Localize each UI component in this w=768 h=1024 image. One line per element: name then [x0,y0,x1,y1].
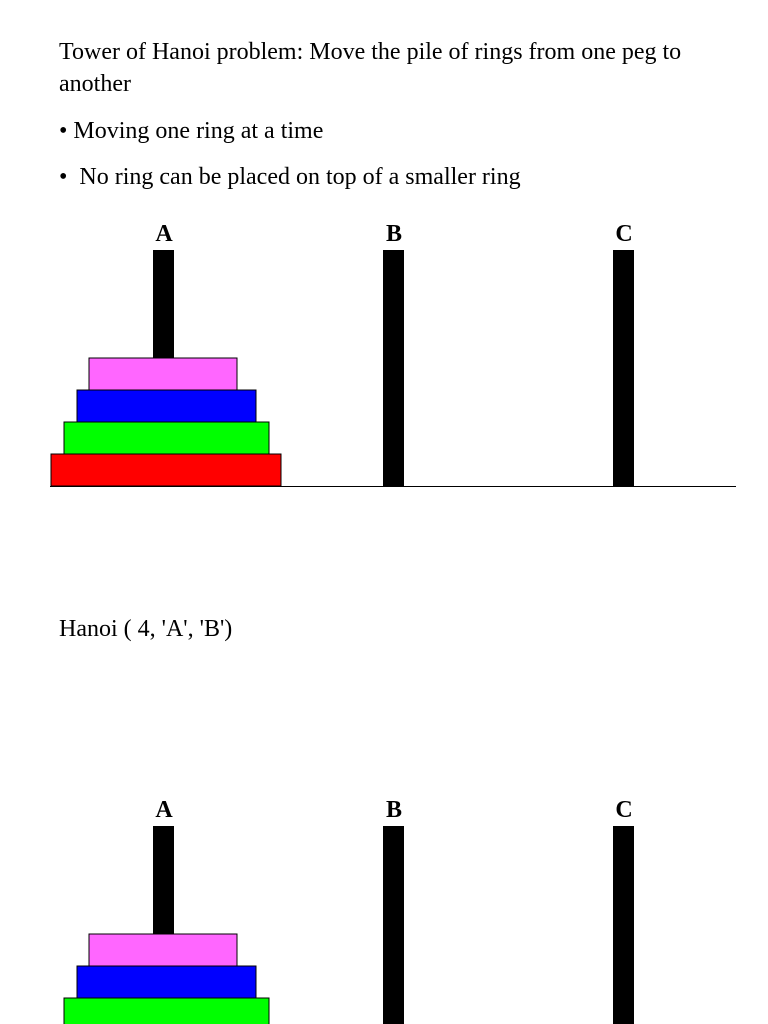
hanoi-diagram-1 [50,221,736,487]
peg-c [613,826,634,1024]
peg-label-c: C [615,797,633,823]
ring-3 [64,998,269,1024]
ring-2 [77,390,256,422]
bullet-text: Moving one ring at a time [73,118,324,144]
ring-4 [51,454,281,486]
peg-label-b: B [385,221,403,247]
peg-b [383,826,404,1024]
ring-1 [89,358,237,390]
bullet-text: No ring can be placed on top of a smaller ring [79,164,521,190]
bullet-icon: • [59,164,68,190]
ring-2 [77,966,256,998]
intro-text: Tower of Hanoi problem: Move the pile of rings from one peg to another [59,39,682,97]
peg-label-a: A [155,797,173,823]
ring-3 [64,422,269,454]
peg-b [383,250,404,486]
bullet-icon: • [59,118,68,144]
peg-c [613,250,634,486]
ring-1 [89,934,237,966]
peg-label-b: B [385,797,403,823]
peg-label-c: C [615,221,633,247]
hanoi-diagram-2 [64,797,634,1024]
function-call-text: Hanoi ( 4, 'A', 'B') [59,616,233,642]
peg-label-a: A [155,221,173,247]
